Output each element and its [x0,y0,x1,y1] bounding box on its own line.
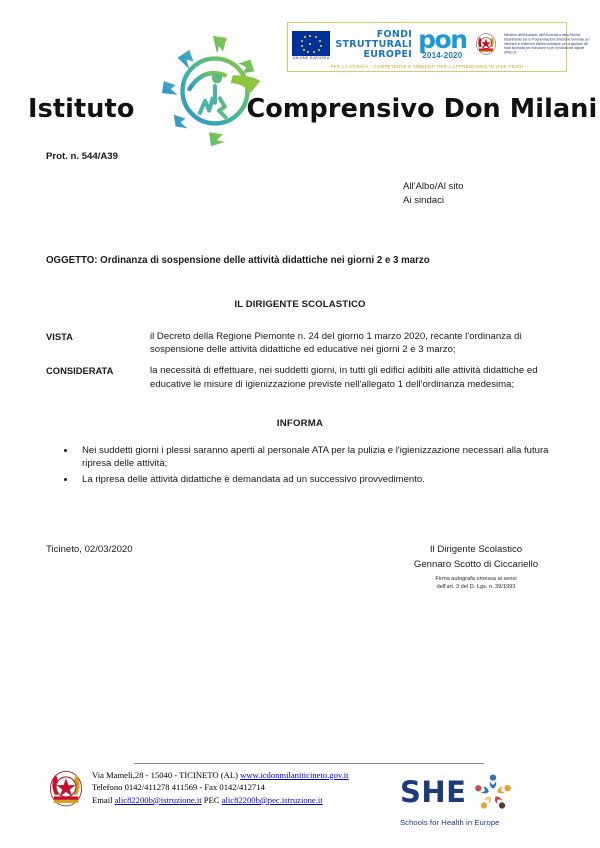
clause-vista [46,330,554,357]
school-title-rest: Comprensivo Don Milani [246,94,598,124]
protocol-number: Prot. n. 544/A39 [46,151,118,162]
school-title-first-word: Istituto [28,94,135,124]
informs-list [46,444,554,487]
she-logo [400,771,550,827]
document-body [46,150,554,591]
clause-text-vista: il Decreto della Regione Piemonte n. 24 del giorno 1 marzo 2020, recante l'ordinanza di sospensione delle attività didattiche ed educative nei giorni 2 e 3 marzo; [150,330,522,356]
footer-phone-line: Telefono 0142/411278 411569 - Fax 0142/412714 [92,782,265,793]
signature-block [46,543,554,591]
informs-heading: INFORMA [276,418,324,430]
signatory-role: Il Dirigente Scolastico [429,543,523,555]
clause-considerata [46,364,554,391]
recipient-line-1: All'Albo/Al sito [403,180,464,192]
pon-programme-strip: PER LA SCUOLA - COMPETENZE E AMBIENTI PER L'APPRENDIMENTO (FSE-FESR) [330,64,524,70]
clause-label-vista: VISTA [46,330,73,342]
recipients-block [403,180,554,209]
she-wordmark: SHE [400,775,467,810]
signature-omission-note [398,575,554,591]
fondi-line-3: EUROPEI [363,48,413,60]
signatory-block [398,543,554,591]
signature-note-line-2: dell'art. 3 del D. Lgs. n. 39/1993 [436,583,516,590]
footer-website-link[interactable]: www.icdonmilaniticineto.gov.it [240,770,349,780]
she-people-circle-icon [471,771,515,815]
recipient-line-2: Ai sindaci [403,195,445,206]
place-and-date: Ticineto, 02/03/2020 [46,543,133,555]
miur-ministry-text: Ministero dell'Istruzione, dell'Università e della Ricerca Dipartimento per la Programmazione Direzione Generale per interventi in materia di edilizia scolastica, per la gestione dei fondi strutturali per l'istruzione e per l'innovazione digitale Ufficio IV [503,34,590,55]
subject-line: OGGETTO: Ordinanza di sospensione delle attività didattiche nei giorni 2 e 3 marzo [46,255,430,267]
page-title [28,94,598,124]
footer-email-label: Email [92,794,113,805]
signature-note-line-1: Firma autografa omessa ai sensi [435,575,517,582]
list-item: • La ripresa delle attività didattiche è demandata ad un successivo provvedimento. [76,473,554,487]
footer-address-line [92,769,349,781]
letterhead [28,24,598,150]
footer [46,763,554,827]
she-logo-row [400,771,515,815]
authority-heading: IL DIRIGENTE SCOLASTICO [234,299,366,311]
footer-pec-label: PEC [203,794,220,805]
list-item: • Nei suddetti giorni i plessi saranno aperti al personale ATA per la pulizia e l'igienizzazione necessari alla futura ripresa delle attività; [76,444,554,471]
pon-wordmark: pon [418,24,467,54]
school-logo-icon [156,32,274,150]
signatory-name: Gennaro Scotto di Ciccariello [413,559,539,571]
clause-text-considerata: la necessità di effettuare, nei suddetti giorni, in tutti gli edifici adibiti alle attività didattiche ed educative le misure di igienizzazione previste nell'allegato 1 dell'ordinanza medesima; [150,364,538,390]
footer-divider [134,763,484,764]
footer-email-link[interactable]: alic82200b@istruzione.it [114,794,202,805]
footer-email-line [92,794,349,806]
pon-years-label: 2014-2020 [422,51,463,61]
fondi-line-2: STRUTTURALI [335,39,413,51]
eu-flag-caption: UNIONE EUROPEA [292,55,330,61]
italian-republic-emblem-icon [46,767,86,812]
footer-pec-link[interactable]: alic82200b@pec.istruzione.it [221,794,323,805]
clause-label-considerata: CONSIDERATA [46,364,114,376]
footer-address: Via Mameli,28 - 15040 - TICINETO (AL) [92,770,238,780]
footer-contact-text [92,769,349,806]
fondi-line-1: FONDI [376,29,413,41]
she-tagline: Schools for Health in Europe [400,818,500,827]
